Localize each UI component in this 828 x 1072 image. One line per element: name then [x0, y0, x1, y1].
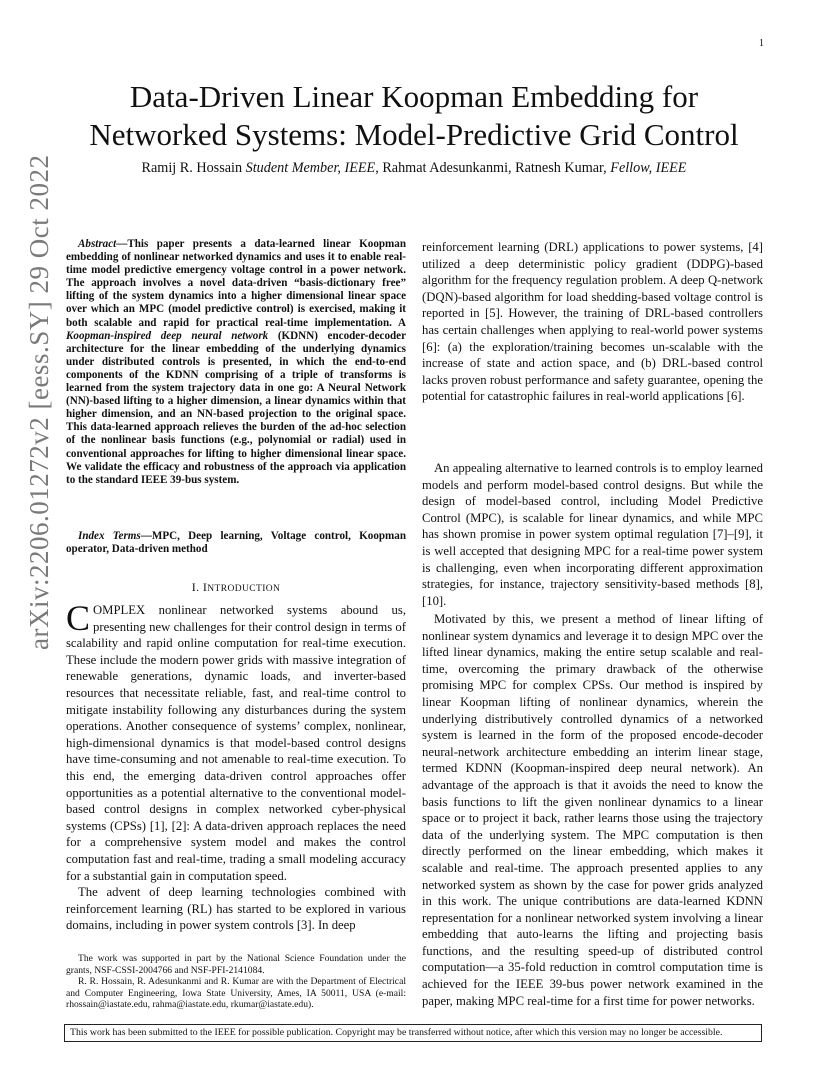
right-paragraph-2: An appealing alternative to learned controls is to employ learned models and perform model-based control designs. But while the design of model-based control, including Model Predictive Control (MPC), is scalable for linear dynamics, and while MPC has shown promise in power system optimal regulation [7]–[9], it is well accepted that designing MPC for a real-time power system is challenging, even when incorporating different approximation strategies, for instance, trajectory sensitivity-based methods [8], [10]. [422, 461, 763, 608]
footnote-funding: The work was supported in part by the National Science Foundation under the grants, NSF-CSSI-2004766 and NSF-PFI-2141084. [66, 953, 406, 976]
abstract-label: Abstract [78, 238, 117, 250]
title-line-2: Networked Systems: Model-Predictive Grid Control [89, 117, 739, 152]
intro-paragraph-1: OMPLEX nonlinear networked systems abound us, presenting new challenges for their control design in terms of scalability and rapid online computation for real-time execution. These include the modern power grids with massive integration of renewable generations, dynamic loads, and inverter-based resources that necessitate reliable, fast, and real-time control to mitigate instability following any disturbances during the system operations. Another consequence of systems’ complex, nonlinear, high-dimensional dynamics is that model-based control designs have time-consuming and not amenable to real-time execution. To this end, the emerging data-driven control approaches offer opportunities as a potential alternative to the conventional model-based control designs in complex networked cyber-physical systems (CPSs) [1], [2]: A data-driven approach replaces the need for a comprehensive system model and makes the control computation fast and real-time, trading a small modeling accuracy for a substantial gain in computation speed. [66, 603, 406, 883]
page-number: 1 [759, 38, 764, 49]
abstract-text-1: —This paper presents a data-learned linear Koopman embedding of nonlinear networked dynamics and uses it to enable real-time model predictive emergency voltage control in a power network. The approach involves a novel data-driven “basis-dictionary free” lifting of the system dynamics into a higher dimensional linear space over which an MPC (model predictive control) is exercised, making it both scalable and rapid for practical real-time implementation. A [66, 238, 406, 329]
section-heading-introduction: I. INTRODUCTION [191, 580, 281, 594]
right-paragraph-3: Motivated by this, we present a method of linear lifting of nonlinear system dynamics and leverage it to design MPC over the lifted linear dynamics, making the entire setup scalable and real-time, overcoming the primary drawback of the otherwise promising MPC for complex CPSs. Our method is inspired by linear Koopman lifting of nonlinear dynamics, wherein the underlying distributively controlled dynamics of a networked system is learned in the form of the proposed encode-decoder neural-network architecture embedding an interim linear stage, termed KDNN (Koopman-inspired deep neural network). An advantage of the approach is that it avoids the need to know the basis functions to lift the given nonlinear dynamics to a linear space or to project it back, rather learns those using the trajectory data of the underlying system. The MPC computation is then directly performed on the linear embedding, which makes it scalable and real-time. The approach presented applies to any networked system as shown by the case for power grids analyzed in this work. The unique contributions are data-learned KDNN representation for a nonlinear networked system involving a linear embedding that auto-learns the lifting and projecting basis functions, and the resulting speed-up of distributed control computation—a 35-fold reduction in comtrol computation time is achieved for the IEEE 39-bus power network examined in the paper, making MPC real-time for a first time for power networks. [422, 612, 763, 1008]
footnote-affiliation: R. R. Hossain, R. Adesunkanmi and R. Kumar are with the Department of Electrical and Computer Engineering, Iowa State University, Ames, IA 50011, USA (e-mail: rhossain@iastate.edu, rahma@iastate.edu, rkumar@iastate.edu). [66, 976, 406, 1011]
introduction-body [66, 598, 406, 934]
paper-title [40, 78, 788, 154]
drop-cap: C [66, 598, 91, 638]
author-3-role: Fellow, IEEE [610, 160, 687, 176]
abstract [66, 238, 406, 487]
arxiv-identifier: arXiv:2206.01272v2 [eess.SY] 29 Oct 2022 [24, 154, 54, 650]
title-line-1: Data-Driven Linear Koopman Embedding for [129, 79, 699, 114]
intro-paragraph-2: The advent of deep learning technologies combined with reinforcement learning (RL) has started to be explored in various domains, including in power system controls [3]. In deep [66, 885, 406, 933]
abstract-text-2: (KDNN) encoder-decoder architecture for the linear embedding of the underlying dynamics under distributed controls is presented, in which the end-to-end components of the KDNN comprising of a triple of transforms is learned from the system trajectory data in one go: A Neural Network (NN)-based lifting to a higher dimension, a linear dynamics within that higher dimension, and an NN-based projection to the original space. This data-learned approach relieves the burden of the ad-hoc selection of the nonlinear basis functions (e.g., polynomial or radial) used in conventional approaches for lifting to higher dimensional linear space. We validate the efficacy and robustness of the approach via application to the standard IEEE 39-bus system. [66, 329, 407, 486]
abstract-emphasis: Koopman-inspired deep neural network [66, 329, 269, 342]
index-terms-label: Index Terms [78, 530, 141, 542]
index-terms-text: —MPC, Deep learning, Voltage control, Koopman operator, Data-driven method [66, 530, 407, 556]
index-terms [66, 530, 406, 556]
author-1: Ramij R. Hossain [141, 160, 243, 176]
copyright-notice: This work has been submitted to the IEEE for possible publication. Copyright may be transferred without notice, after which this version may no longer be accessible. [64, 1024, 762, 1042]
author-line [40, 160, 788, 177]
author-1-role: Student Member, IEEE [245, 160, 376, 176]
authors-middle: , Rahmat Adesunkanmi, Ratnesh Kumar, [375, 160, 607, 176]
right-paragraph-1: reinforcement learning (DRL) applications to power systems, [4] utilized a deep deterministic policy gradient (DDPG)-based algorithm for the frequency regulation problem. A deep Q-network (DQN)-based algorithm for load shedding-based voltage control is reported in [5]. However, the training of DRL-based controllers has certain challenges when applying to real-world power systems [6]: (a) the exploration/training becomes un-scalable with the increase of state and action space, and (b) DRL-based control lacks proven robust performance and safety guarantee, opening the potential for catastrophic failures in real-world applications [6]. [422, 240, 763, 404]
footnotes [66, 953, 406, 1011]
